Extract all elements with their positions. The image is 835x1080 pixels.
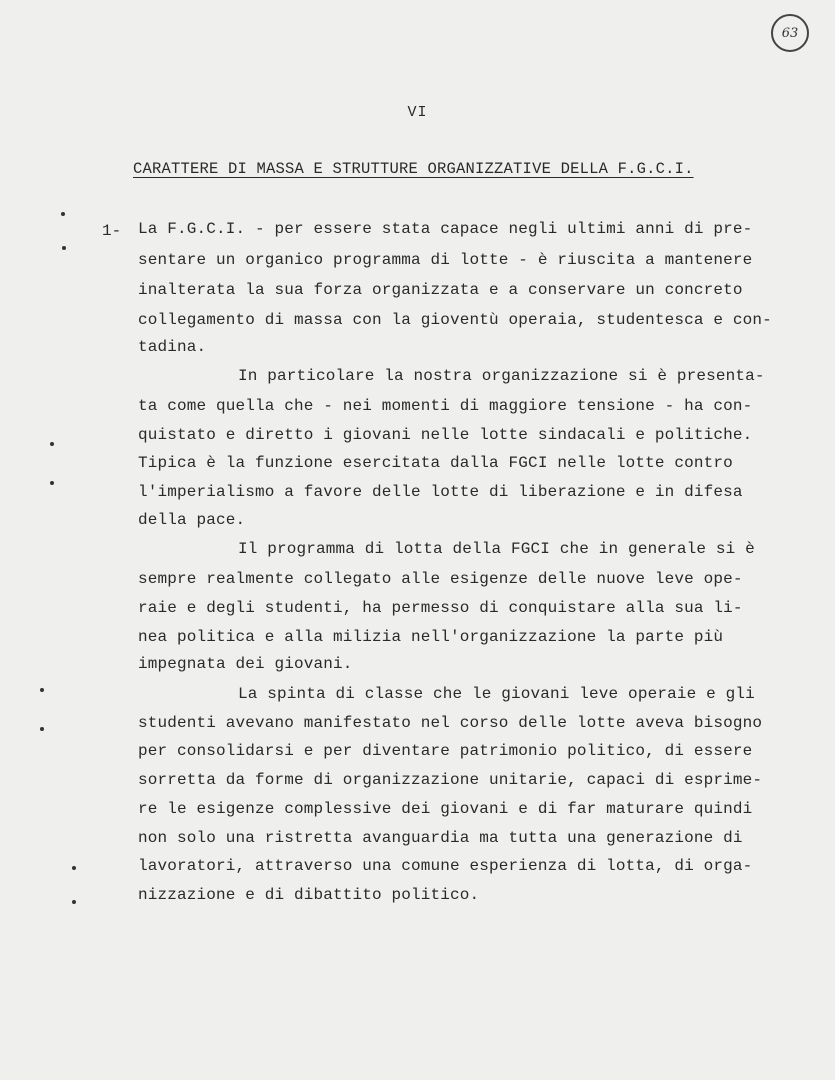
text-line: studenti avevano manifestato nel corso delle lotte aveva bisogno	[138, 714, 763, 732]
text-line: l'imperialismo a favore delle lotte di liberazione e in difesa	[138, 483, 743, 501]
text-line: In particolare la nostra organizzazione si è presenta-	[238, 367, 765, 385]
text-line: per consolidarsi e per diventare patrimonio politico, di essere	[138, 742, 753, 760]
margin-mark	[72, 900, 76, 904]
text-line: lavoratori, attraverso una comune esperienza di lotta, di orga-	[138, 857, 753, 875]
text-line: La F.G.C.I. - per essere stata capace negli ultimi anni di pre-	[138, 220, 753, 238]
margin-mark	[62, 246, 66, 250]
text-line: nea politica e alla milizia nell'organizzazione la parte più	[138, 628, 724, 646]
page-number-stamp: 63	[771, 14, 809, 52]
text-line: Il programma di lotta della FGCI che in generale si è	[238, 540, 755, 558]
margin-mark	[72, 866, 76, 870]
text-line: non solo una ristretta avanguardia ma tutta una generazione di	[138, 829, 743, 847]
text-line: La spinta di classe che le giovani leve operaie e gli	[238, 685, 755, 703]
margin-mark	[40, 727, 44, 731]
text-line: Tipica è la funzione esercitata dalla FGCI nelle lotte contro	[138, 454, 733, 472]
margin-mark	[50, 442, 54, 446]
text-line: raie e degli studenti, ha permesso di conquistare alla sua li-	[138, 599, 743, 617]
text-line: ta come quella che - nei momenti di maggiore tensione - ha con-	[138, 397, 753, 415]
paragraph-number: 1-	[102, 222, 122, 240]
text-line: sempre realmente collegato alle esigenze delle nuove leve ope-	[138, 570, 743, 588]
text-line: re le esigenze complessive dei giovani e di far maturare quindi	[138, 800, 753, 818]
section-title: CARATTERE DI MASSA E STRUTTURE ORGANIZZATIVE DELLA F.G.C.I.	[133, 160, 694, 178]
text-line: quistato e diretto i giovani nelle lotte sindacali e politiche.	[138, 426, 753, 444]
margin-mark	[61, 212, 65, 216]
text-line: tadina.	[138, 338, 207, 356]
text-line: sentare un organico programma di lotte - è riuscita a mantenere	[138, 251, 753, 269]
text-line: inalterata la sua forza organizzata e a conservare un concreto	[138, 281, 743, 299]
chapter-heading: VI	[407, 104, 428, 121]
text-line: collegamento di massa con la gioventù operaia, studentesca e con-	[138, 311, 772, 329]
margin-mark	[50, 481, 54, 485]
text-line: impegnata dei giovani.	[138, 655, 353, 673]
margin-mark	[40, 688, 44, 692]
text-line: nizzazione e di dibattito politico.	[138, 886, 480, 904]
text-line: sorretta da forme di organizzazione unitarie, capaci di esprime-	[138, 771, 763, 789]
text-line: della pace.	[138, 511, 246, 529]
